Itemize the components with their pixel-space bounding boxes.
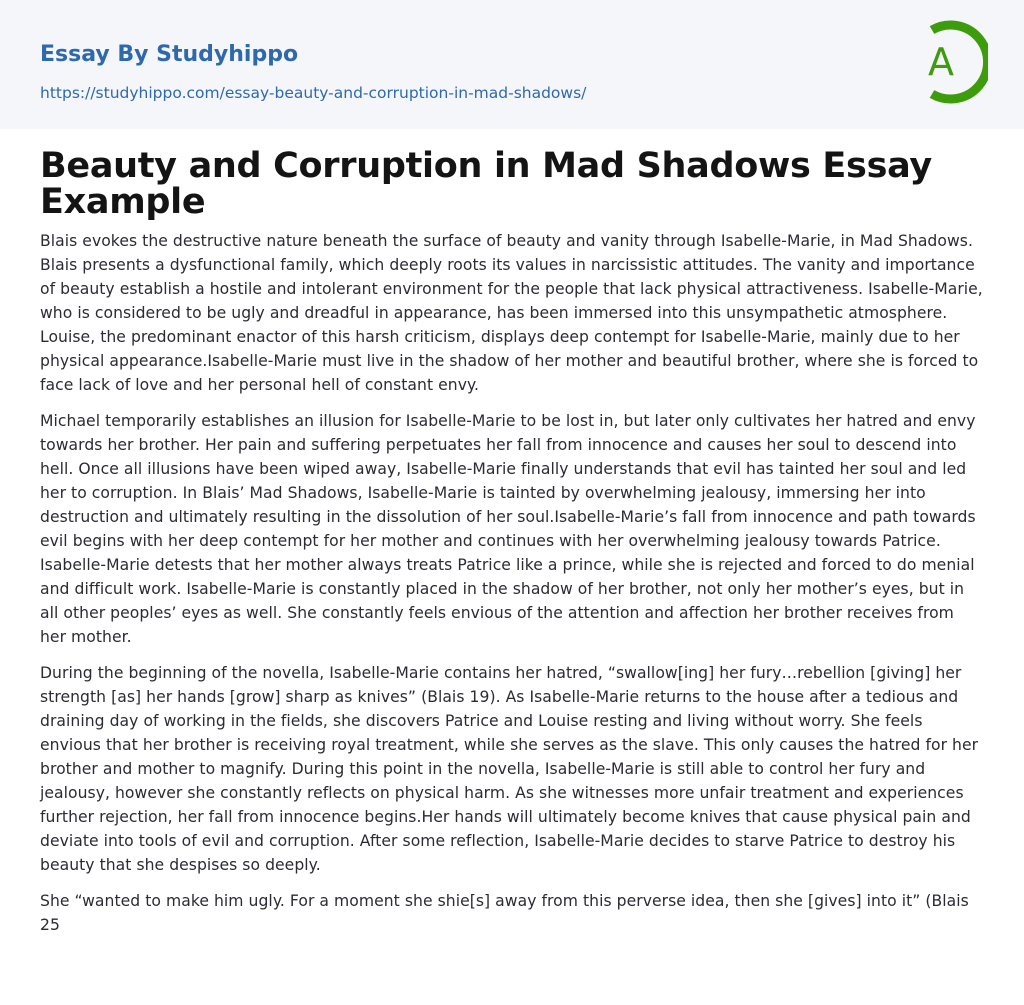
page-title: Beauty and Corruption in Mad Shadows Essay Example [40,146,932,222]
paragraph: She “wanted to make him ugly. For a moment she shie[s] away from this perverse idea, then she [gives] into it” (Blais 25 [40,892,969,934]
article-body [40,220,984,937]
studyhippo-logo-icon[interactable] [910,18,988,106]
paragraph: Blais evokes the destructive nature beneath the surface of beauty and vanity through Isabelle-Marie, in Mad Shadows. Blais presents a dysfunctional family, which deeply roots its values in narcissistic attitudes. The vanity and importance of beauty establish a hostile and intolerant environment for the people that lack physical attractiveness. Isabelle-Marie, who is considered to be ugly and dreadful in appearance, has been immersed into this unsympathetic atmosphere. Louise, the predominant enactor of this harsh criticism, displays deep contempt for Isabelle-Marie, mainly due to her physical appearance.Isabelle-Marie must live in the shadow of her mother and beautiful brother, where she is forced to face lack of love and her personal hell of constant envy. [40,232,983,394]
paragraph: During the beginning of the novella, Isabelle-Marie contains her hatred, “swallow[ing] her fury…rebellion [giving] her strength [as] her hands [grow] sharp as knives” (Blais 19). As Isabelle-Marie returns to the house after a tedious and draining day of working in the fields, she discovers Patrice and Louise resting and living without worry. She feels envious that her brother is receiving royal treatment, while she serves as the slave. This only causes the hatred for her brother and mother to magnify. During this point in the novella, Isabelle-Marie is still able to control her fury and jealousy, however she constantly reflects on physical harm. As she witnesses more unfair treatment and experiences further rejection, her fall from innocence begins.Her hands will ultimately become knives that cause physical pain and deviate into tools of evil and corruption. After some reflection, Isabelle-Marie decides to starve Patrice to destroy his beauty that she despises so deeply. [40,664,979,874]
brand-name[interactable]: Essay By Studyhippo [40,42,299,67]
paragraph: Michael temporarily establishes an illusion for Isabelle-Marie to be lost in, but later only cultivates her hatred and envy towards her brother. Her pain and suffering perpetuates her fall from innocence and causes her soul to descend into hell. Once all illusions have been wiped away, Isabelle-Marie finally understands that evil has tainted her soul and led her to corruption. In Blais’ Mad Shadows, Isabelle-Marie is tainted by overwhelming jealousy, immersing her into destruction and ultimately resulting in the dissolution of her soul.Isabelle-Marie’s fall from innocence and path towards evil begins with her deep contempt for her mother and continues with her overwhelming jealousy towards Patrice. Isabelle-Marie detests that her mother always treats Patrice like a prince, while she is rejected and forced to do menial and difficult work. Isabelle-Marie is constantly placed in the shadow of her brother, not only her mother’s eyes, but in all other peoples’ eyes as well. She constantly feels envious of the attention and affection her brother receives from her mother. [40,412,976,646]
logo-letter: A [928,40,954,84]
essay-url-link[interactable]: https://studyhippo.com/essay-beauty-and-corruption-in-mad-shadows/ [40,84,587,102]
site-header [0,0,1024,129]
article [0,129,1024,937]
